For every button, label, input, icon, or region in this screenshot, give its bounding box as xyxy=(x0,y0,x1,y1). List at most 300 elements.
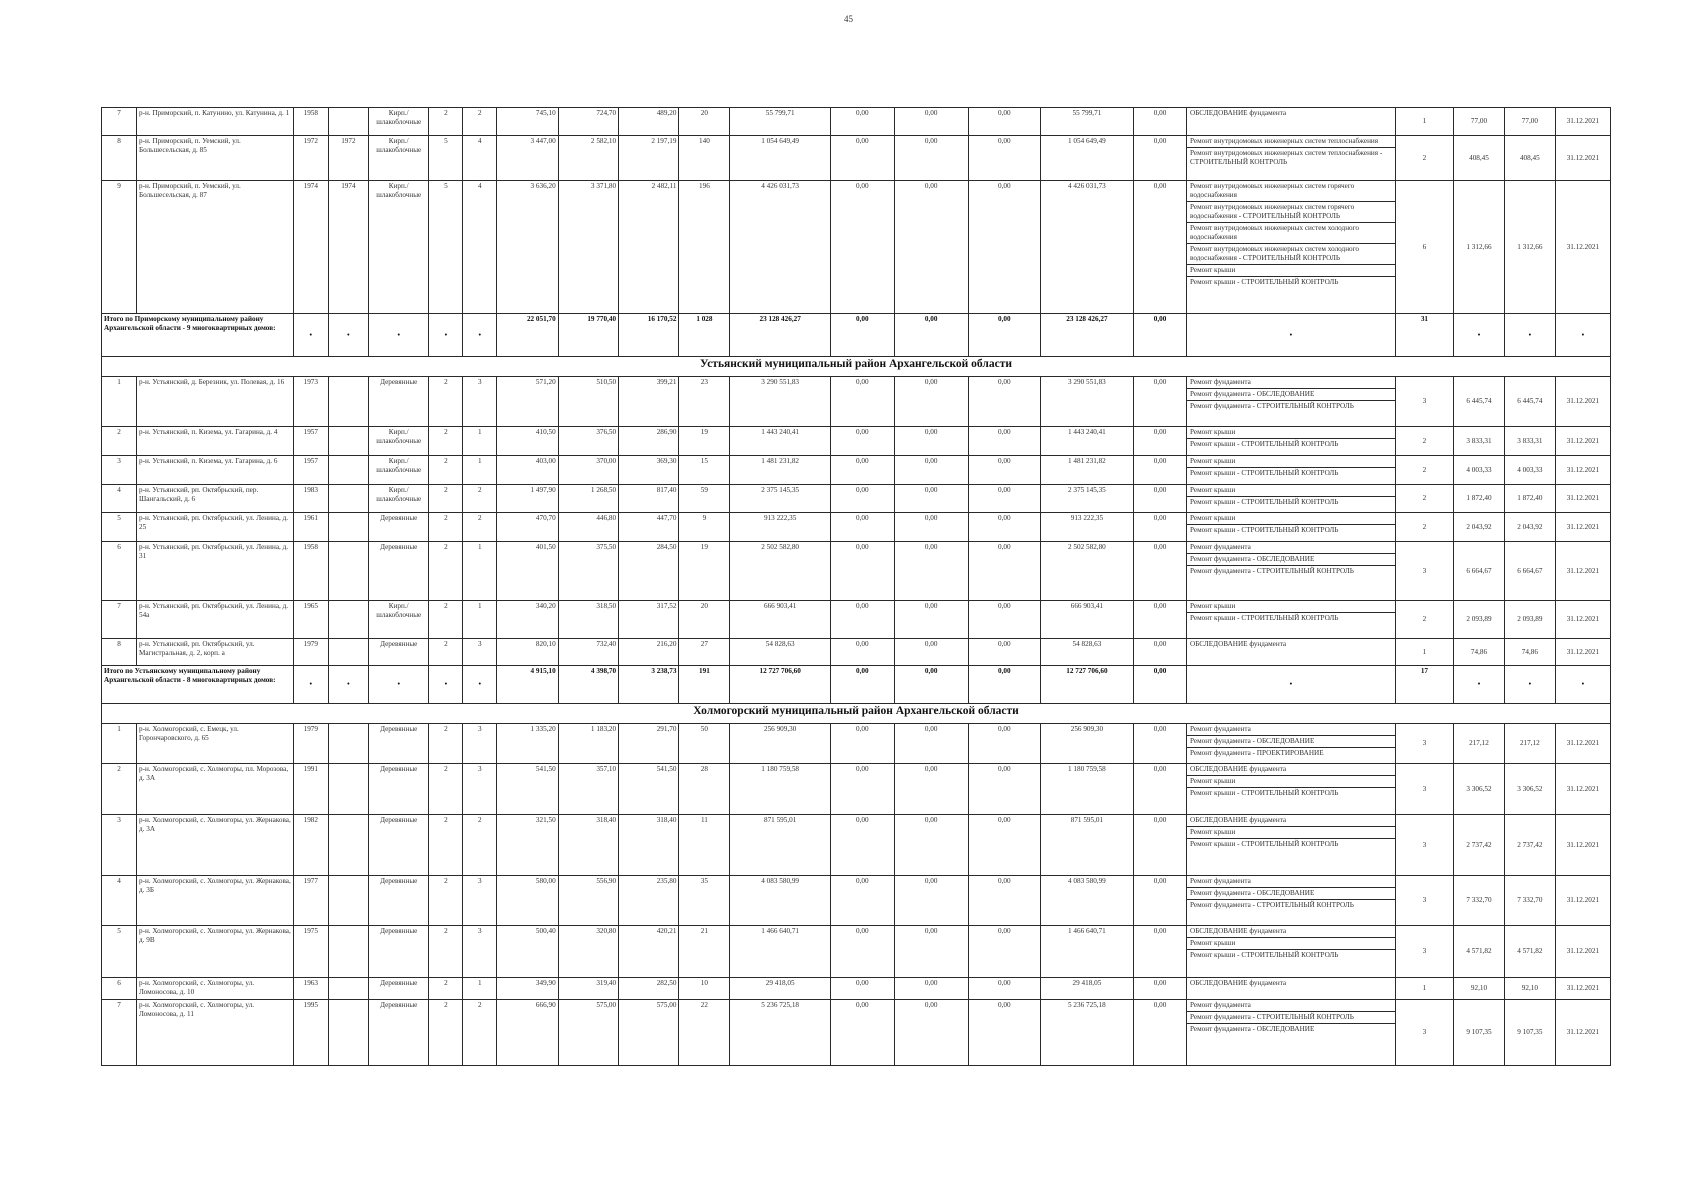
fund-federal: 0,00 xyxy=(830,456,894,485)
fund-owners: 4 083 580,99 xyxy=(1040,876,1133,926)
entrances-count: 2 xyxy=(463,1000,497,1066)
unit-cost-max: 74,86 xyxy=(1504,639,1555,666)
house-address: р-н. Приморский, п. Катунино, ул. Катунина, д. 1 xyxy=(136,108,293,136)
area-total: 541,50 xyxy=(497,764,558,815)
reconstruction-year xyxy=(328,639,368,666)
area-residential: 284,50 xyxy=(619,542,679,601)
fund-owners: 2 502 582,80 xyxy=(1040,542,1133,601)
total-cost: 23 128 426,27 xyxy=(730,314,831,357)
fund-local: 0,00 xyxy=(968,456,1040,485)
entrances-count: 3 xyxy=(463,724,497,764)
completion-date: 31.12.2021 xyxy=(1555,601,1610,639)
unit-cost-limit: 77,00 xyxy=(1454,108,1505,136)
repair-work-item: Ремонт фундамента - СТРОИТЕЛЬНЫЙ КОНТРОЛЬ xyxy=(1190,901,1354,909)
fund-other: 0,00 xyxy=(1134,926,1187,978)
row-number: 1 xyxy=(102,724,137,764)
fund-other: 0,00 xyxy=(1134,377,1187,427)
fund-local: 0,00 xyxy=(968,1000,1040,1066)
wall-material: Кирп./ шлакоблочные xyxy=(369,601,429,639)
works-count: 3 xyxy=(1395,926,1453,978)
fund-regional: 0,00 xyxy=(894,377,968,427)
repair-work-item: Ремонт крыши xyxy=(1187,427,1395,439)
fund-local: 0,00 xyxy=(968,724,1040,764)
fund-owners: 1 054 649,49 xyxy=(1040,136,1133,181)
page-number: 45 xyxy=(844,14,853,24)
house-row xyxy=(102,1000,1611,1066)
entrances-count: 1 xyxy=(463,601,497,639)
area-residential: 282,50 xyxy=(619,978,679,1000)
empty-marker-cell xyxy=(293,314,328,357)
total-fund-f1: 0,00 xyxy=(830,314,894,357)
fund-other: 0,00 xyxy=(1134,542,1187,601)
fund-federal: 0,00 xyxy=(830,513,894,542)
completion-date: 31.12.2021 xyxy=(1555,513,1610,542)
repair-cost-total: 1 466 640,71 xyxy=(730,926,831,978)
repair-work-item: ОБСЛЕДОВАНИЕ фундамента xyxy=(1187,764,1395,776)
total-label: Итого по Устьянскому муниципальному району Архангельской области - 8 многоквартирных домов: xyxy=(102,666,294,704)
wall-material: Кирп./ шлакоблочные xyxy=(369,108,429,136)
completion-date: 31.12.2021 xyxy=(1555,456,1610,485)
repair-works-list xyxy=(1187,377,1396,427)
unit-cost-max: 4 571,82 xyxy=(1504,926,1555,978)
reconstruction-year: 1974 xyxy=(328,181,368,314)
fund-regional: 0,00 xyxy=(894,978,968,1000)
row-number: 4 xyxy=(102,876,137,926)
completion-date: 31.12.2021 xyxy=(1555,542,1610,601)
unit-cost-limit: 2 043,92 xyxy=(1454,513,1505,542)
total-fund-owners: 12 727 706,60 xyxy=(1040,666,1133,704)
fund-federal: 0,00 xyxy=(830,377,894,427)
house-address: р-н. Холмогорский, с. Холмогоры, пл. Морозова, д. 3А xyxy=(136,764,293,815)
area-total: 401,50 xyxy=(497,542,558,601)
fund-local: 0,00 xyxy=(968,108,1040,136)
area-total: 1 335,20 xyxy=(497,724,558,764)
repair-cost-total: 54 828,63 xyxy=(730,639,831,666)
empty-marker-cell xyxy=(328,314,368,357)
total-area-living: 19 770,40 xyxy=(558,314,618,357)
fund-regional: 0,00 xyxy=(894,601,968,639)
repair-cost-total: 913 222,35 xyxy=(730,513,831,542)
works-count: 3 xyxy=(1395,815,1453,876)
wall-material: Деревянные xyxy=(369,513,429,542)
reconstruction-year xyxy=(328,978,368,1000)
unit-cost-max: 7 332,70 xyxy=(1504,876,1555,926)
wall-material: Кирп./ шлакоблочные xyxy=(369,456,429,485)
fund-regional: 0,00 xyxy=(894,136,968,181)
reconstruction-year xyxy=(328,764,368,815)
house-row xyxy=(102,456,1611,485)
reconstruction-year xyxy=(328,876,368,926)
house-address: р-н. Устьянский, рп. Октябрьский, ул. Ленина, д. 54а xyxy=(136,601,293,639)
repair-cost-total: 666 903,41 xyxy=(730,601,831,639)
floors-count: 2 xyxy=(429,764,463,815)
area-living: 510,50 xyxy=(558,377,618,427)
repair-work-item: Ремонт крыши - СТРОИТЕЛЬНЫЙ КОНТРОЛЬ xyxy=(1190,469,1339,477)
house-row xyxy=(102,601,1611,639)
repair-work-item: Ремонт крыши - СТРОИТЕЛЬНЫЙ КОНТРОЛЬ xyxy=(1190,840,1339,848)
total-count: 17 xyxy=(1395,666,1453,704)
wall-material: Деревянные xyxy=(369,724,429,764)
unit-cost-max: 6 664,67 xyxy=(1504,542,1555,601)
residents-count: 9 xyxy=(679,513,730,542)
fund-regional: 0,00 xyxy=(894,926,968,978)
entrances-count: 3 xyxy=(463,764,497,815)
works-count: 3 xyxy=(1395,377,1453,427)
fund-federal: 0,00 xyxy=(830,601,894,639)
completion-date: 31.12.2021 xyxy=(1555,377,1610,427)
commissioning-year: 1972 xyxy=(293,136,328,181)
area-residential: 216,20 xyxy=(619,639,679,666)
completion-date: 31.12.2021 xyxy=(1555,724,1610,764)
fund-local: 0,00 xyxy=(968,181,1040,314)
unit-cost-limit: 92,10 xyxy=(1454,978,1505,1000)
house-row xyxy=(102,978,1611,1000)
area-total: 1 497,90 xyxy=(497,485,558,513)
row-number: 9 xyxy=(102,181,137,314)
repair-works-list xyxy=(1187,978,1396,1000)
total-label: Итого по Приморскому муниципальному району Архангельской области - 9 многоквартирных домов: xyxy=(102,314,294,357)
commissioning-year: 1958 xyxy=(293,108,328,136)
total-count: 31 xyxy=(1395,314,1453,357)
repair-works-list xyxy=(1187,1000,1396,1066)
unit-cost-limit: 1 872,40 xyxy=(1454,485,1505,513)
reconstruction-year xyxy=(328,377,368,427)
district-total-row xyxy=(102,314,1611,357)
dot-marker: • xyxy=(347,680,350,688)
total-works-cell xyxy=(1187,666,1396,704)
wall-material: Деревянные xyxy=(369,815,429,876)
fund-owners: 29 418,05 xyxy=(1040,978,1133,1000)
area-total: 580,00 xyxy=(497,876,558,926)
fund-federal: 0,00 xyxy=(830,639,894,666)
fund-other: 0,00 xyxy=(1134,485,1187,513)
repair-work-item: Ремонт крыши - СТРОИТЕЛЬНЫЙ КОНТРОЛЬ xyxy=(1190,440,1339,448)
works-count: 2 xyxy=(1395,513,1453,542)
fund-owners: 1 180 759,58 xyxy=(1040,764,1133,815)
commissioning-year: 1982 xyxy=(293,815,328,876)
reconstruction-year xyxy=(328,456,368,485)
repair-works-list xyxy=(1187,876,1396,926)
area-residential: 235,80 xyxy=(619,876,679,926)
unit-cost-max: 3 306,52 xyxy=(1504,764,1555,815)
house-row xyxy=(102,542,1611,601)
house-address: р-н. Устьянский, рп. Октябрьский, ул. Ленина, д. 25 xyxy=(136,513,293,542)
residents-count: 50 xyxy=(679,724,730,764)
unit-cost-limit: 6 445,74 xyxy=(1454,377,1505,427)
repair-work-item: Ремонт фундамента xyxy=(1187,724,1395,736)
repair-work-item: Ремонт крыши xyxy=(1187,938,1395,950)
repair-cost-total: 1 481 231,82 xyxy=(730,456,831,485)
residents-count: 19 xyxy=(679,427,730,456)
fund-federal: 0,00 xyxy=(830,926,894,978)
works-count: 1 xyxy=(1395,639,1453,666)
unit-cost-limit: 217,12 xyxy=(1454,724,1505,764)
repair-work-item: Ремонт крыши - СТРОИТЕЛЬНЫЙ КОНТРОЛЬ xyxy=(1190,951,1339,959)
fund-owners: 4 426 031,73 xyxy=(1040,181,1133,314)
area-total: 500,40 xyxy=(497,926,558,978)
dot-marker: • xyxy=(397,330,400,339)
fund-regional: 0,00 xyxy=(894,815,968,876)
dot-marker: • xyxy=(309,680,313,688)
repair-cost-total: 1 054 649,49 xyxy=(730,136,831,181)
fund-owners: 3 290 551,83 xyxy=(1040,377,1133,427)
unit-cost-limit: 2 093,89 xyxy=(1454,601,1505,639)
unit-cost-max: 408,45 xyxy=(1504,136,1555,181)
repair-works-list xyxy=(1187,485,1396,513)
fund-other: 0,00 xyxy=(1134,181,1187,314)
dot-marker: • xyxy=(347,330,350,339)
house-row xyxy=(102,427,1611,456)
commissioning-year: 1961 xyxy=(293,513,328,542)
floors-count: 2 xyxy=(429,978,463,1000)
repair-works-list xyxy=(1187,926,1396,978)
fund-other: 0,00 xyxy=(1134,876,1187,926)
unit-cost-max: 1 872,40 xyxy=(1504,485,1555,513)
total-area-total: 4 915,10 xyxy=(497,666,558,704)
row-number: 1 xyxy=(102,377,137,427)
repair-works-list xyxy=(1187,639,1396,666)
area-total: 349,90 xyxy=(497,978,558,1000)
house-address: р-н. Холмогорский, с. Холмогоры, ул. Ломоносова, д. 11 xyxy=(136,1000,293,1066)
row-number: 4 xyxy=(102,485,137,513)
repair-work-item: Ремонт внутридомовых инженерных систем горячего водоснабжения xyxy=(1187,181,1395,202)
completion-date: 31.12.2021 xyxy=(1555,427,1610,456)
residents-count: 15 xyxy=(679,456,730,485)
wall-material: Кирп./ шлакоблочные xyxy=(369,485,429,513)
residents-count: 35 xyxy=(679,876,730,926)
total-residents: 191 xyxy=(679,666,730,704)
floors-count: 2 xyxy=(429,1000,463,1066)
area-residential: 317,52 xyxy=(619,601,679,639)
repair-cost-total: 1 180 759,58 xyxy=(730,764,831,815)
total-area-living: 4 398,70 xyxy=(558,666,618,704)
fund-owners: 54 828,63 xyxy=(1040,639,1133,666)
area-living: 320,80 xyxy=(558,926,618,978)
repair-work-item: Ремонт фундамента - ОБСЛЕДОВАНИЕ xyxy=(1187,736,1395,748)
fund-local: 0,00 xyxy=(968,601,1040,639)
fund-federal: 0,00 xyxy=(830,764,894,815)
works-count: 3 xyxy=(1395,1000,1453,1066)
repair-work-item: Ремонт фундамента - ОБСЛЕДОВАНИЕ xyxy=(1187,554,1395,566)
total-works-cell xyxy=(1187,314,1396,357)
wall-material: Деревянные xyxy=(369,764,429,815)
floors-count: 2 xyxy=(429,108,463,136)
fund-federal: 0,00 xyxy=(830,876,894,926)
fund-local: 0,00 xyxy=(968,513,1040,542)
fund-other: 0,00 xyxy=(1134,456,1187,485)
unit-cost-max: 217,12 xyxy=(1504,724,1555,764)
floors-count: 2 xyxy=(429,926,463,978)
completion-date: 31.12.2021 xyxy=(1555,815,1610,876)
repair-work-item: Ремонт крыши - СТРОИТЕЛЬНЫЙ КОНТРОЛЬ xyxy=(1190,526,1339,534)
entrances-count: 4 xyxy=(463,181,497,314)
wall-material: Деревянные xyxy=(369,639,429,666)
works-count: 3 xyxy=(1395,542,1453,601)
area-total: 403,00 xyxy=(497,456,558,485)
repair-work-item: Ремонт фундамента - ОБСЛЕДОВАНИЕ xyxy=(1190,1025,1315,1033)
dot-marker: • xyxy=(478,680,482,688)
repair-cost-total: 2 502 582,80 xyxy=(730,542,831,601)
total-fund-f3: 0,00 xyxy=(968,666,1040,704)
house-address: р-н. Холмогорский, с. Холмогоры, ул. Жернакова, д. 3А xyxy=(136,815,293,876)
works-count: 3 xyxy=(1395,876,1453,926)
commissioning-year: 1977 xyxy=(293,876,328,926)
repair-work-item: Ремонт фундамента - СТРОИТЕЛЬНЫЙ КОНТРОЛЬ xyxy=(1190,402,1354,410)
floors-count: 2 xyxy=(429,876,463,926)
repair-cost-total: 3 290 551,83 xyxy=(730,377,831,427)
fund-other: 0,00 xyxy=(1134,108,1187,136)
area-living: 357,10 xyxy=(558,764,618,815)
repair-works-list xyxy=(1187,136,1396,181)
fund-other: 0,00 xyxy=(1134,815,1187,876)
repair-cost-total: 55 799,71 xyxy=(730,108,831,136)
row-number: 8 xyxy=(102,639,137,666)
repair-work-item: Ремонт фундамента - СТРОИТЕЛЬНЫЙ КОНТРОЛЬ xyxy=(1190,567,1354,575)
total-fund-f3: 0,00 xyxy=(968,314,1040,357)
fund-federal: 0,00 xyxy=(830,181,894,314)
works-count: 2 xyxy=(1395,485,1453,513)
fund-regional: 0,00 xyxy=(894,108,968,136)
total-area-res: 16 170,52 xyxy=(619,314,679,357)
wall-material: Деревянные xyxy=(369,978,429,1000)
unit-cost-limit: 408,45 xyxy=(1454,136,1505,181)
repair-work-item: Ремонт фундамента - ОБСЛЕДОВАНИЕ xyxy=(1187,888,1395,900)
repair-work-item: Ремонт фундамента - ОБСЛЕДОВАНИЕ xyxy=(1187,389,1395,401)
repair-work-item: Ремонт фундамента xyxy=(1187,377,1395,389)
reconstruction-year xyxy=(328,1000,368,1066)
area-living: 1 268,50 xyxy=(558,485,618,513)
commissioning-year: 1974 xyxy=(293,181,328,314)
row-number: 8 xyxy=(102,136,137,181)
entrances-count: 3 xyxy=(463,926,497,978)
house-row xyxy=(102,876,1611,926)
house-row xyxy=(102,181,1611,314)
fund-local: 0,00 xyxy=(968,815,1040,876)
floors-count: 2 xyxy=(429,815,463,876)
area-living: 375,50 xyxy=(558,542,618,601)
repair-work-item: Ремонт крыши - СТРОИТЕЛЬНЫЙ КОНТРОЛЬ xyxy=(1190,614,1339,622)
fund-regional: 0,00 xyxy=(894,1000,968,1066)
fund-federal: 0,00 xyxy=(830,724,894,764)
house-row xyxy=(102,926,1611,978)
floors-count: 2 xyxy=(429,456,463,485)
unit-cost-max: 77,00 xyxy=(1504,108,1555,136)
row-number: 3 xyxy=(102,456,137,485)
area-residential: 291,70 xyxy=(619,724,679,764)
total-fund-other: 0,00 xyxy=(1134,666,1187,704)
repair-works-list xyxy=(1187,815,1396,876)
repair-cost-total: 29 418,05 xyxy=(730,978,831,1000)
house-address: р-н. Устьянский, рп. Октябрьский, ул. Магистральная, д. 2, корп. а xyxy=(136,639,293,666)
repair-cost-total: 2 375 145,35 xyxy=(730,485,831,513)
works-count: 2 xyxy=(1395,456,1453,485)
area-residential: 318,40 xyxy=(619,815,679,876)
works-count: 1 xyxy=(1395,978,1453,1000)
unit-cost-limit: 3 833,31 xyxy=(1454,427,1505,456)
fund-other: 0,00 xyxy=(1134,427,1187,456)
repair-work-item: Ремонт фундамента - ПРОЕКТИРОВАНИЕ xyxy=(1190,749,1324,757)
total-fund-owners: 23 128 426,27 xyxy=(1040,314,1133,357)
district-title: Устьянский муниципальный район Архангельской области xyxy=(102,357,1611,377)
area-living: 1 183,20 xyxy=(558,724,618,764)
repair-work-item: Ремонт крыши xyxy=(1187,485,1395,497)
empty-marker-cell xyxy=(1454,666,1505,704)
fund-federal: 0,00 xyxy=(830,542,894,601)
house-address: р-н. Приморский, п. Уемский, ул. Большесельская, д. 85 xyxy=(136,136,293,181)
entrances-count: 1 xyxy=(463,542,497,601)
area-total: 571,20 xyxy=(497,377,558,427)
wall-material: Кирп./ шлакоблочные xyxy=(369,136,429,181)
works-count: 2 xyxy=(1395,601,1453,639)
commissioning-year: 1957 xyxy=(293,427,328,456)
district-title: Холмогорский муниципальный район Архангельской области xyxy=(102,704,1611,724)
completion-date: 31.12.2021 xyxy=(1555,485,1610,513)
reconstruction-year xyxy=(328,427,368,456)
unit-cost-max: 2 093,89 xyxy=(1504,601,1555,639)
fund-regional: 0,00 xyxy=(894,764,968,815)
repair-work-item: Ремонт крыши xyxy=(1187,265,1395,277)
residents-count: 20 xyxy=(679,601,730,639)
area-total: 470,70 xyxy=(497,513,558,542)
commissioning-year: 1983 xyxy=(293,485,328,513)
empty-marker-cell xyxy=(1504,314,1555,357)
works-count: 3 xyxy=(1395,764,1453,815)
dot-marker: • xyxy=(1528,330,1532,339)
dot-marker: • xyxy=(1528,680,1532,688)
completion-date: 31.12.2021 xyxy=(1555,136,1610,181)
repair-work-item: ОБСЛЕДОВАНИЕ фундамента xyxy=(1190,109,1287,117)
house-row xyxy=(102,136,1611,181)
unit-cost-max: 6 445,74 xyxy=(1504,377,1555,427)
commissioning-year: 1957 xyxy=(293,456,328,485)
repair-work-item: ОБСЛЕДОВАНИЕ фундамента xyxy=(1187,815,1395,827)
floors-count: 5 xyxy=(429,181,463,314)
dot-marker: • xyxy=(1581,330,1585,339)
reconstruction-year xyxy=(328,926,368,978)
row-number: 3 xyxy=(102,815,137,876)
works-count: 6 xyxy=(1395,181,1453,314)
empty-marker-cell xyxy=(1454,314,1505,357)
empty-marker-cell xyxy=(293,666,328,704)
repair-work-item: Ремонт крыши xyxy=(1187,827,1395,839)
row-number: 2 xyxy=(102,427,137,456)
area-total: 666,90 xyxy=(497,1000,558,1066)
dot-marker: • xyxy=(1581,680,1585,688)
wall-material: Деревянные xyxy=(369,542,429,601)
fund-owners: 913 222,35 xyxy=(1040,513,1133,542)
residents-count: 22 xyxy=(679,1000,730,1066)
floors-count: 2 xyxy=(429,724,463,764)
fund-federal: 0,00 xyxy=(830,485,894,513)
repair-work-item: Ремонт фундамента - СТРОИТЕЛЬНЫЙ КОНТРОЛЬ xyxy=(1187,1012,1395,1024)
row-number: 6 xyxy=(102,978,137,1000)
completion-date: 31.12.2021 xyxy=(1555,639,1610,666)
fund-other: 0,00 xyxy=(1134,1000,1187,1066)
residents-count: 196 xyxy=(679,181,730,314)
dot-marker: • xyxy=(478,330,482,339)
fund-regional: 0,00 xyxy=(894,542,968,601)
house-address: р-н. Холмогорский, с. Холмогоры, ул. Ломоносова, д. 10 xyxy=(136,978,293,1000)
repair-work-item: Ремонт крыши xyxy=(1187,513,1395,525)
repair-work-item: Ремонт крыши - СТРОИТЕЛЬНЫЙ КОНТРОЛЬ xyxy=(1190,789,1339,797)
wall-material: Деревянные xyxy=(369,876,429,926)
repair-works-list xyxy=(1187,542,1396,601)
works-count: 2 xyxy=(1395,136,1453,181)
unit-cost-limit: 3 306,52 xyxy=(1454,764,1505,815)
fund-regional: 0,00 xyxy=(894,639,968,666)
repair-works-list xyxy=(1187,427,1396,456)
total-fund-f1: 0,00 xyxy=(830,666,894,704)
